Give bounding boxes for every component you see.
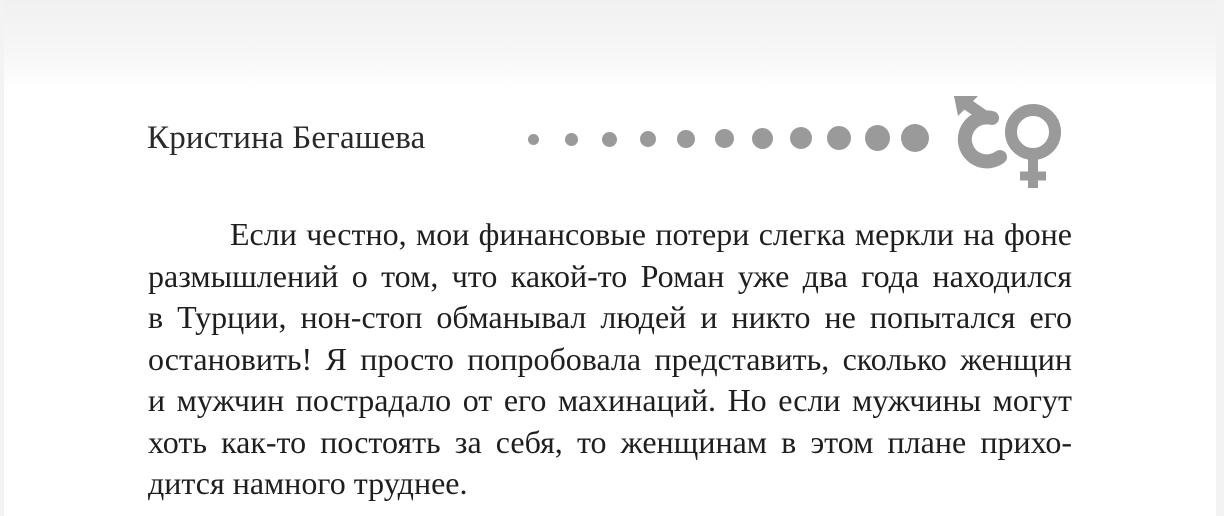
book-page <box>4 0 1216 516</box>
decorative-dot <box>677 130 695 148</box>
decorative-dot <box>790 127 812 149</box>
paragraph-line: и мужчин пострадало от его махинаций. Но если мужчины могут <box>148 382 1072 418</box>
decorative-dot <box>602 132 617 147</box>
decorative-dot <box>565 133 578 146</box>
body-paragraph <box>148 214 1072 505</box>
decorative-dot <box>865 125 890 151</box>
paragraph-line: хоть как-то постоять за себя, то женщинам в этом плане прихо- <box>148 423 1072 460</box>
male-female-symbol-icon <box>948 94 1074 198</box>
decorative-dot <box>752 128 773 149</box>
paragraph-line: дится намного труднее. <box>148 465 468 501</box>
paragraph-line: остановить! Я просто попробовала представить, сколько женщин <box>148 340 1072 377</box>
decorative-dot <box>901 124 929 152</box>
author-name: Кристина Бегашева <box>147 120 426 156</box>
decorative-dot <box>640 131 656 147</box>
paragraph-line: в Турции, нон-стоп обманывал людей и никто не попытался его <box>148 299 1072 335</box>
decorative-dot <box>827 126 851 150</box>
paragraph-line: размышлений о том, что какой-то Роман уже два года находился <box>148 257 1072 294</box>
decorative-dot <box>715 129 734 148</box>
decorative-dot <box>528 134 539 145</box>
paragraph-line: Если честно, мои финансовые потери слегка меркли на фоне <box>230 216 1072 252</box>
